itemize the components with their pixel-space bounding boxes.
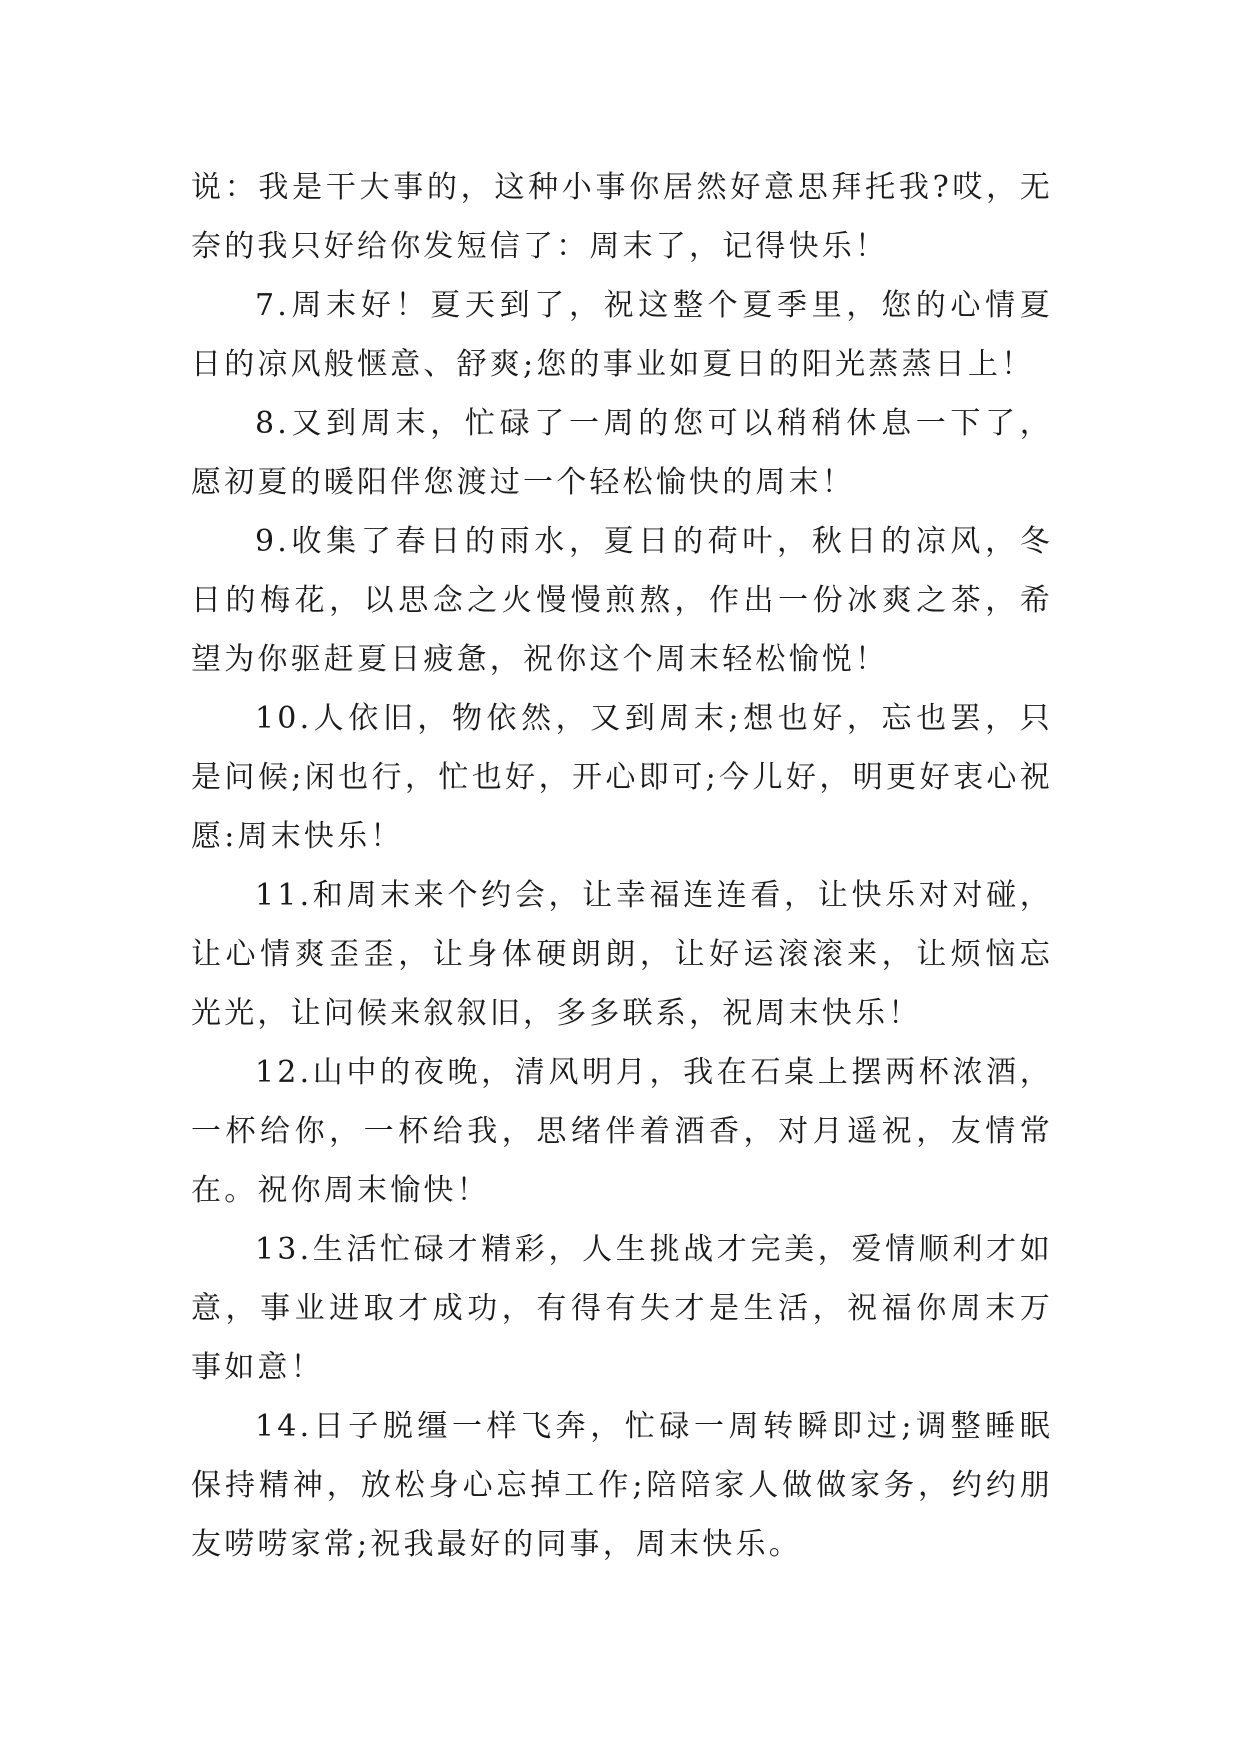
- paragraph-item-10: 10.人依旧，物依然，又到周末;想也好，忘也罢，只是问候;闲也行，忙也好，开心即可;今儿好，明更好衷心祝愿:周末快乐！: [191, 701, 1053, 854]
- paragraph-continuation: 说：我是干大事的，这种小事你居然好意思拜托我?哎，无奈的我只好给你发短信了：周末了，记得快乐！: [191, 170, 1053, 264]
- paragraph-item-13: 13.生活忙碌才精彩，人生挑战才完美，爱情顺利才如意，事业进取才成功，有得有失才是生活，祝福你周末万事如意！: [191, 1232, 1053, 1385]
- paragraph-item-7: 7.周末好！夏天到了，祝这整个夏季里，您的心情夏日的凉风般惬意、舒爽;您的事业如夏日的阳光蒸蒸日上！: [191, 288, 1053, 382]
- paragraph-item-14: 14.日子脱缰一样飞奔，忙碌一周转瞬即过;调整睡眠保持精神，放松身心忘掉工作;陪陪家人做做家务，约约朋友唠唠家常;祝我最好的同事，周末快乐。: [191, 1409, 1053, 1562]
- paragraph-item-9: 9.收集了春日的雨水，夏日的荷叶，秋日的凉风，冬日的梅花，以思念之火慢慢煎熬，作出一份冰爽之茶，希望为你驱赶夏日疲惫，祝你这个周末轻松愉悦！: [191, 524, 1053, 677]
- document-body: [191, 158, 1053, 1574]
- paragraph-item-12: 12.山中的夜晚，清风明月，我在石桌上摆两杯浓酒，一杯给你，一杯给我，思绪伴着酒香，对月遥祝，友情常在。祝你周末愉快！: [191, 1055, 1053, 1208]
- paragraph-item-11: 11.和周末来个约会，让幸福连连看，让快乐对对碰，让心情爽歪歪，让身体硬朗朗，让好运滚滚来，让烦恼忘光光，让问候来叙叙旧，多多联系，祝周末快乐！: [191, 878, 1053, 1031]
- paragraph-item-8: 8.又到周末，忙碌了一周的您可以稍稍休息一下了，愿初夏的暖阳伴您渡过一个轻松愉快的周末！: [191, 406, 1053, 500]
